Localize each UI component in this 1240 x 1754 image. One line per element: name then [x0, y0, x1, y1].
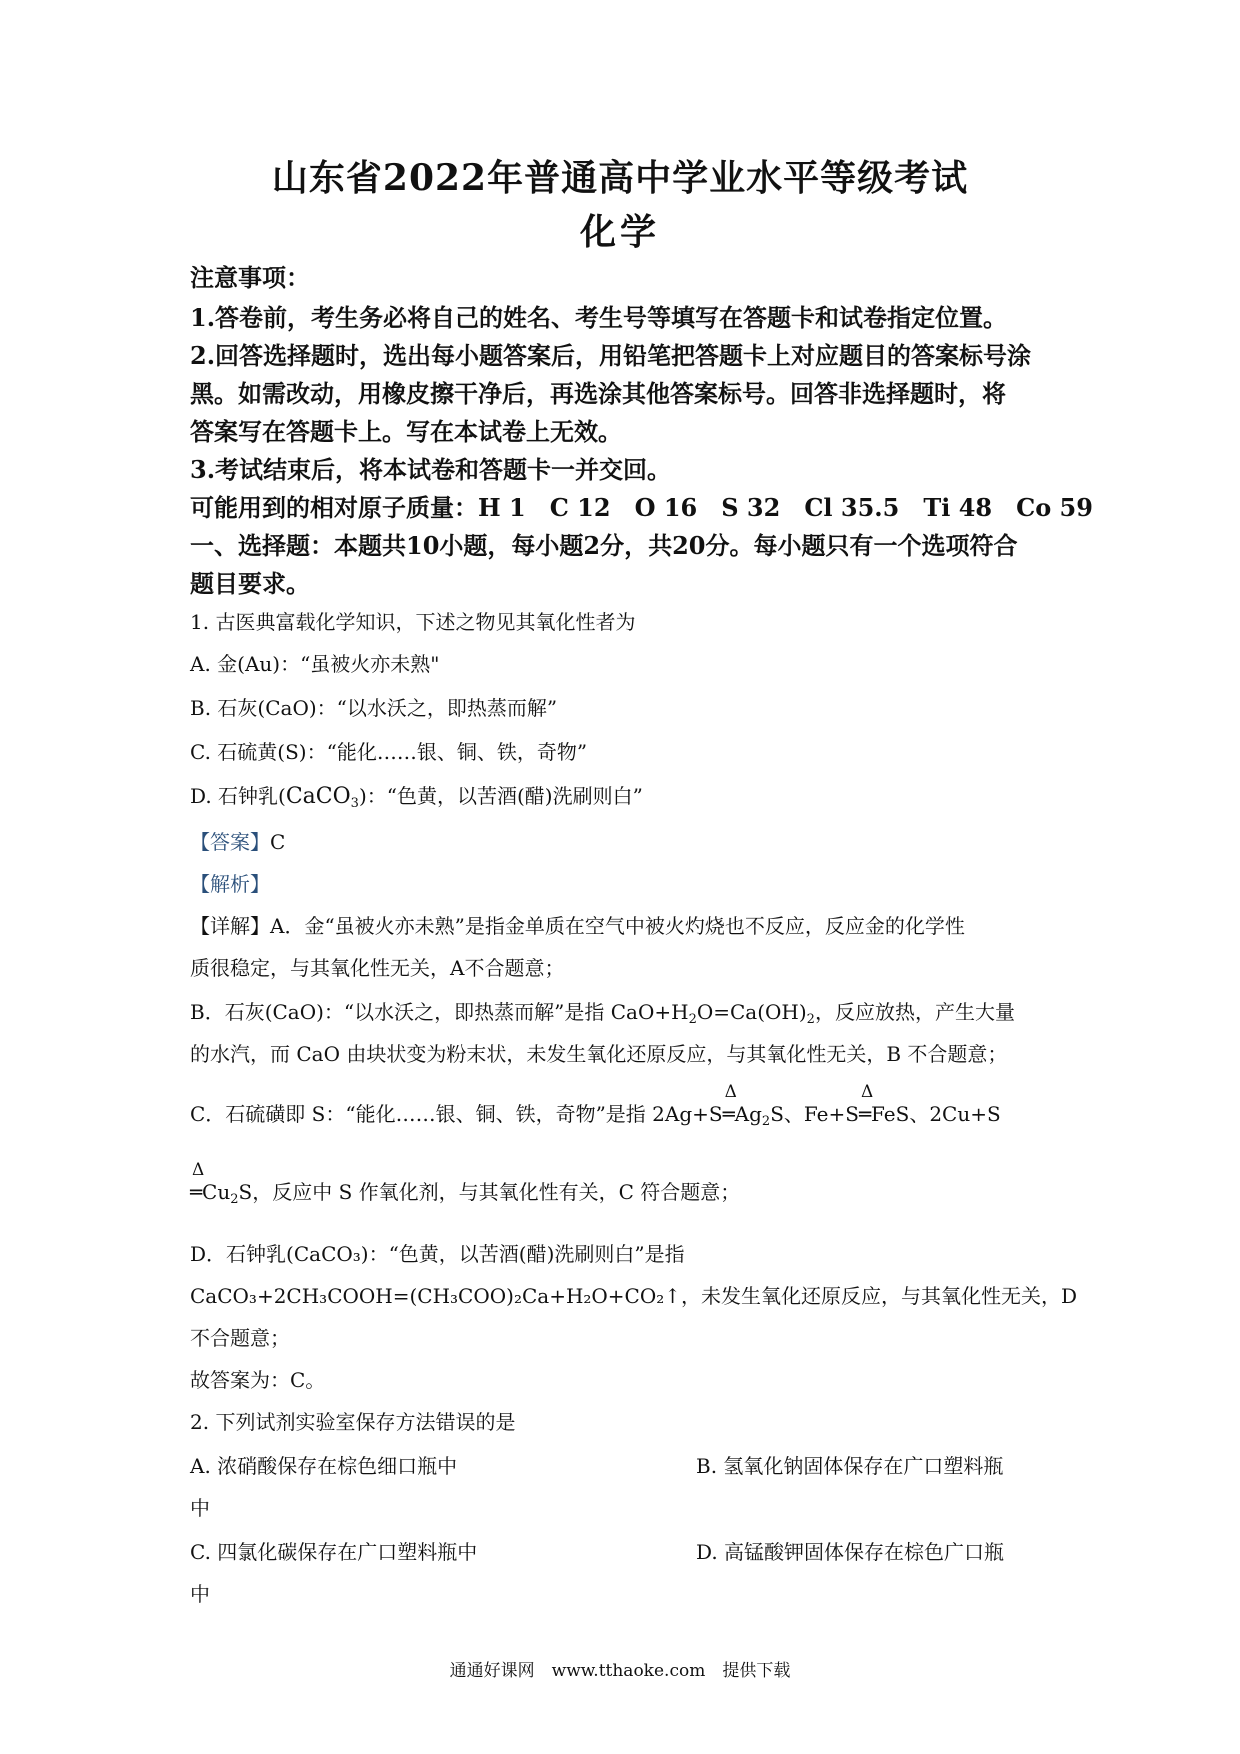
detail-d-line3: 不合题意；: [190, 1326, 290, 1350]
q2-option-b-wrap: 中: [190, 1496, 210, 1520]
detail-b-line1: B．石灰(CaO)：“以水沃之，即热蒸而解”是指 $CaO+H_2O=Ca(OH)_2$，反应放热，产生大量: [190, 1000, 1015, 1027]
exam-title: 山东省2022年普通高中学业水平等级考试: [271, 157, 969, 199]
notice-item-2-cont2: 答案写在答题卡上。写在本试卷上无效。: [190, 417, 622, 446]
subject-title: 化学: [579, 211, 660, 253]
detail-a-line1: 【详解】A．金“虽被火亦未熟”是指金单质在空气中被火灼烧也不反应，反应金的化学性: [190, 914, 965, 938]
q1-option-a: A. 金(Au)：“虽被火亦未熟": [190, 652, 440, 676]
detail-a-line2: 质很稳定，与其氧化性无关，A不合题意；: [190, 956, 565, 980]
detail-d-line2: CaCO₃+2CH₃COOH=(CH₃COO)₂Ca+H₂O+CO₂↑，未发生氧化还原反应，与其氧化性无关，D: [190, 1284, 1078, 1308]
notice-item-1: 1.答卷前，考生务必将自己的姓名、考生号等填写在答题卡和试卷指定位置。: [190, 303, 1008, 332]
heat-equal-sign: Δ ═: [190, 1160, 205, 1204]
detail-b-line2: 的水汽，而 CaO 由块状变为粉末状，未发生氧化还原反应，与其氧化性无关，B 不合题意；: [190, 1042, 1008, 1066]
atomic-masses: 可能用到的相对原子质量：H 1 C 12 O 16 S 32 Cl 35.5 Ti 48 Co 59: [190, 493, 1093, 522]
q1-option-b: B. 石灰(CaO)：“以水沃之，即热蒸而解”: [190, 696, 558, 720]
q2-option-d: D. 高锰酸钾固体保存在棕色广口瓶: [696, 1540, 1005, 1564]
q1-stem: 1. 古医典富载化学知识，下述之物见其氧化性者为: [190, 610, 636, 634]
section-heading-cont: 题目要求。: [190, 569, 310, 598]
q2-option-d-wrap: 中: [190, 1582, 210, 1606]
notice-heading: 注意事项：: [190, 263, 310, 292]
analysis-tag: 【解析】: [190, 872, 270, 896]
notice-item-3: 3.考试结束后，将本试卷和答题卡一并交回。: [190, 455, 672, 484]
heat-equal-sign: Δ ═: [722, 1082, 737, 1126]
q1-answer: 【答案】C: [190, 830, 286, 854]
detail-d-line1: D．石钟乳(CaCO₃)：“色黄，以苦酒(醋)洗刷则白”是指: [190, 1242, 685, 1266]
notice-item-2-cont: 黑。如需改动，用橡皮擦干净后，再选涂其他答案标号。回答非选择题时，将: [190, 379, 1006, 408]
q1-option-d: D. 石钟乳(CaCO$_3$)：“色黄，以苦酒(醋)洗刷则白”: [190, 784, 643, 811]
footer-source: 通通好课网 www.tthaoke.com 提供下载: [449, 1661, 791, 1681]
q1-conclusion: 故答案为：C。: [190, 1368, 326, 1392]
q2-option-b: B. 氢氧化钠固体保存在广口塑料瓶: [696, 1454, 1004, 1478]
answer-tag: 【答案】: [190, 830, 270, 854]
section-heading: 一、选择题：本题共10小题，每小题2分，共20分。每小题只有一个选项符合: [190, 531, 1018, 560]
notice-item-2: 2.回答选择题时，选出每小题答案后，用铅笔把答题卡上对应题目的答案标号涂: [190, 341, 1032, 370]
q1-option-c: C. 石硫黄(S)：“能化……银、铜、铁，奇物”: [190, 740, 588, 764]
heat-equal-sign: Δ ═: [858, 1082, 874, 1126]
detail-c-line1: C．石硫磺即 S：“能化……银、铜、铁，奇物”是指 2Ag+S Δ $═Ag_2S$、Fe+S Δ ═FeS、2Cu+S: [190, 1082, 1001, 1129]
q2-option-a: A. 浓硝酸保存在棕色细口瓶中: [190, 1454, 458, 1478]
detail-c-line2: Δ $═Cu_2S$，反应中 S 作氧化剂，与其氧化性有关，C 符合题意；: [190, 1160, 741, 1207]
q2-stem: 2. 下列试剂实验室保存方法错误的是: [190, 1410, 516, 1434]
q2-option-c: C. 四氯化碳保存在广口塑料瓶中: [190, 1540, 478, 1564]
